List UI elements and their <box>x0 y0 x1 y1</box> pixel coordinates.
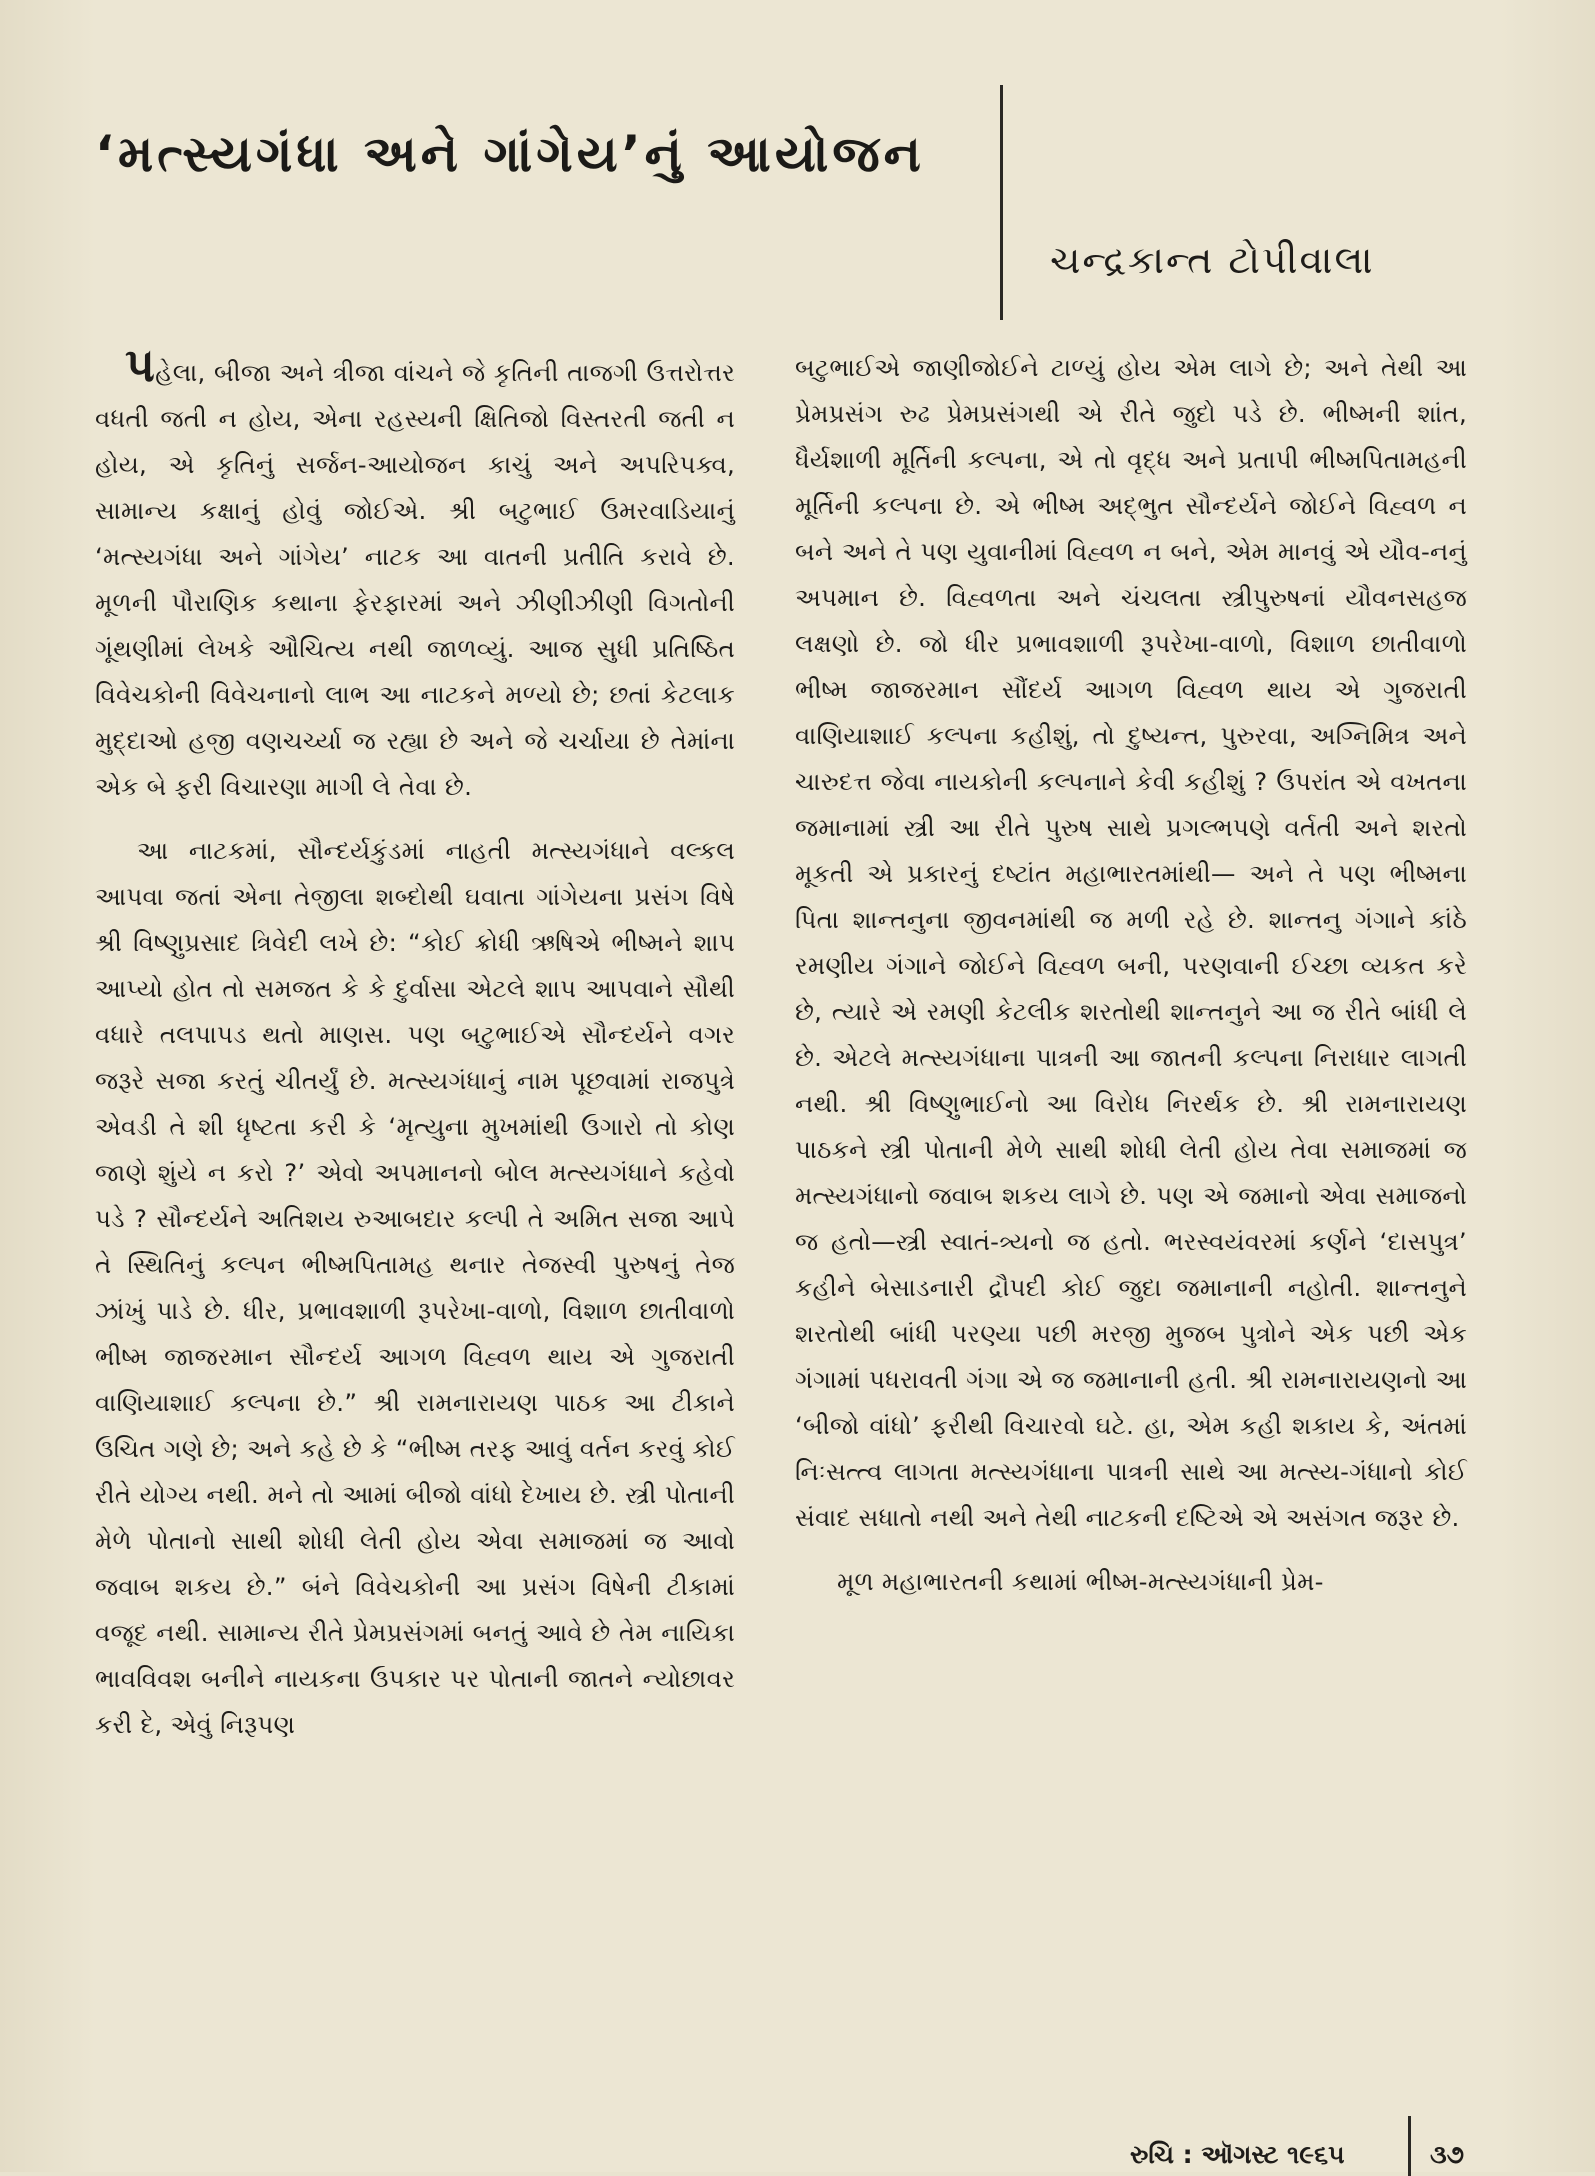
page-footer <box>1130 2138 1490 2174</box>
magazine-issue: રુચિ : ઑગસ્ટ ૧૯૬૫ <box>1130 2140 1345 2169</box>
article-title: ‘મત્સ્યગંધા અને ગાંગેય’નું આયોજન <box>95 125 925 183</box>
left-paragraph-2: આ નાટકમાં, સૌન્દર્યકુંડમાં નાહતી મત્સ્યગંધાને વલ્કલ આપવા જતાં એના તેજીલા શબ્દોથી ઘવાતા ગાંગેયના પ્રસંગ વિષે શ્રી વિષ્ણુપ્રસાદ ત્રિવેદી લખે છે: “કોઈ ક્રોધી ઋષિએ ભીષ્મને શાપ આપ્યો હોત તો સમજત કે કે દુર્વાસા એટલે શાપ આપવાને સૌથી વધારે તલપાપડ થતો માણસ. પણ બટુભાઈએ સૌન્દર્યને વગર જરૂરે સજા કરતું ચીતર્યું છે. મત્સ્યગંધાનું નામ પૂછવામાં રાજપુત્રે એવડી તે શી ધૃષ્ટતા કરી કે ‘મૃત્યુના મુખમાંથી ઉગારો તો કોણ જાણે શુંયે ન કરો ?’ એવો અપમાનનો બોલ મત્સ્યગંધાને કહેવો પડે ? સૌન્દર્યને અતિશય રુઆબદાર કલ્પી તે અમિત સજા આપે તે સ્થિતિનું કલ્પન ભીષ્મપિતામહ થનાર તેજસ્વી પુરુષનું તેજ ઝાંખું પાડે છે. ધીર, પ્રભાવશાળી રૂપરેખા-વાળો, વિશાળ છાતીવાળો ભીષ્મ જાજરમાન સૌન્દર્ય આગળ વિહ્વળ થાય એ ગુજરાતી વાણિયાશાઈ કલ્પના છે.” શ્રી રામનારાયણ પાઠક આ ટીકાને ઉચિત ગણે છે; અને કહે છે કે “ભીષ્મ તરફ આવું વર્તન કરવું કોઈ રીતે યોગ્ય નથી. મને તો આમાં બીજો વાંધો દેખાય છે. સ્ત્રી પોતાની મેળે પોતાનો સાથી શોધી લેતી હોય એવા સમાજમાં જ આવો જવાબ શકય છે.” બંને વિવેચકોની આ પ્રસંગ વિષેની ટીકામાં વજૂદ નથી. સામાન્ય રીતે પ્રેમપ્રસંગમાં બનતું આવે છે તેમ નાયિકા ભાવવિવશ બનીને નાયકના ઉપકાર પર પોતાની જાતને ન્યોછાવર કરી દે, એવું નિરૂપણ <box>95 836 735 1739</box>
drop-cap: પ <box>125 338 156 392</box>
right-paragraph-2: મૂળ મહાભારતની કથામાં ભીષ્મ-મત્સ્યગંધાની પ્રેમ- <box>837 1567 1324 1596</box>
article-author: ચન્દ્રકાન્ત ટોપીવાલા <box>1050 238 1375 282</box>
footer-divider-rule <box>1408 2116 1411 2176</box>
left-column <box>95 338 735 1748</box>
right-paragraph-1: બટુભાઈએ જાણીજોઈને ટાળ્યું હોય એમ લાગે છે; અને તેથી આ પ્રેમપ્રસંગ રુઢ પ્રેમપ્રસંગથી એ રીતે જુદો પડે છે. ભીષ્મની શાંત, ધૈર્યશાળી મૂર્તિની કલ્પના, એ તો વૃદ્ધ અને પ્રતાપી ભીષ્મપિતામહની મૂર્તિની કલ્પના છે. એ ભીષ્મ અદ્ભુત સૌન્દર્યને જોઈને વિહ્વળ ન બને અને તે પણ યુવાનીમાં વિહ્વળ ન બને, એમ માનવું એ યૌવ-નનું અપમાન છે. વિહ્વળતા અને ચંચલતા સ્ત્રીપુરુષનાં યૌવનસહજ લક્ષણો છે. જો ધીર પ્રભાવશાળી રૂપરેખા-વાળો, વિશાળ છાતીવાળો ભીષ્મ જાજરમાન સૌંદર્ય આગળ વિહ્વળ થાય એ ગુજરાતી વાણિયાશાઈ કલ્પના કહીશું, તો દુષ્યન્ત, પુરુરવા, અગ્નિમિત્ર અને ચારુદત્ત જેવા નાયકોની કલ્પનાને કેવી કહીશું ? ઉપરાંત એ વખતના જમાનામાં સ્ત્રી આ રીતે પુરુષ સાથે પ્રગલ્ભપણે વર્તતી અને શરતો મૂકતી એ પ્રકારનું દષ્ટાંત મહાભારતમાંથી— અને તે પણ ભીષ્મના પિતા શાન્તનુના જીવનમાંથી જ મળી રહે છે. શાન્તનુ ગંગાને કાંઠે રમણીય ગંગાને જોઈને વિહ્વળ બની, પરણવાની ઈચ્છા વ્યકત કરે છે, ત્યારે એ રમણી કેટલીક શરતોથી શાન્તનુને આ જ રીતે બાંધી લે છે. એટલે મત્સ્યગંધાના પાત્રની આ જાતની કલ્પના નિરાધાર લાગતી નથી. શ્રી વિષ્ણુભાઈનો આ વિરોધ નિરર્થક છે. શ્રી રામનારાયણ પાઠકને સ્ત્રી પોતાની મેળે સાથી શોધી લેતી હોય તેવા સમાજમાં જ મત્સ્યગંધાનો જવાબ શકય લાગે છે. પણ એ જમાનો એવા સમાજનો જ હતો—સ્ત્રી સ્વાતં-ત્ર્યનો જ હતો. ભરસ્વયંવરમાં કર્ણને ‘દાસપુત્ર’ કહીને બેસાડનારી દ્રૌપદી કોઈ જુદા જમાનાની નહોતી. શાન્તનુને શરતોથી બાંધી પરણ્યા પછી મરજી મુજબ પુત્રોને એક પછી એક ગંગામાં પધરાવતી ગંગા એ જ જમાનાની હતી. શ્રી રામનારાયણનો આ ‘બીજો વાંધો’ ફરીથી વિચારવો ઘટે. હા, એમ કહી શકાય કે, અંતમાં નિઃસત્ત્વ લાગતા મત્સ્યગંધાના પાત્રની સાથે આ મત્સ્ય-ગંધાનો કોઈ સંવાદ સધાતો નથી અને તેથી નાટકની દષ્ટિએ એ અસંગત જરૂર છે. <box>795 353 1467 1532</box>
left-paragraph-1-text: હેલા, બીજા અને ત્રીજા વાંચને જે કૃતિની તાજગી ઉત્તરોત્તર વધતી જતી ન હોય, એના રહસ્યની ક્ષિતિજો વિસ્તરતી જતી ન હોય, એ કૃતિનું સર્જન-આયોજન કાચું અને અપરિપક્વ, સામાન્ય કક્ષાનું હોવું જોઈએ. શ્રી બટુભાઈ ઉમરવાડિયાનું ‘મત્સ્યગંધા અને ગાંગેય’ નાટક આ વાતની પ્રતીતિ કરાવે છે. મૂળની પૌરાણિક કથાના ફેરફારમાં અને ઝીણીઝીણી વિગતોની ગૂંથણીમાં લેખકે ઔચિત્ય નથી જાળવ્યું. આજ સુધી પ્રતિષ્ઠિત વિવેચકોની વિવેચનાનો લાભ આ નાટકને મળ્યો છે; છતાં કેટલાક મુદ્દાઓ હજી વણચર્ચ્યા જ રહ્યા છે અને જે ચર્ચાયા છે તેમાંના એક બે ફરી વિચારણા માગી લે તેવા છે. <box>95 358 735 801</box>
title-divider-rule <box>1000 85 1003 320</box>
left-paragraph-1 <box>95 338 735 810</box>
right-column <box>795 345 1467 1605</box>
page-number: ૩૭ <box>1430 2140 1465 2169</box>
